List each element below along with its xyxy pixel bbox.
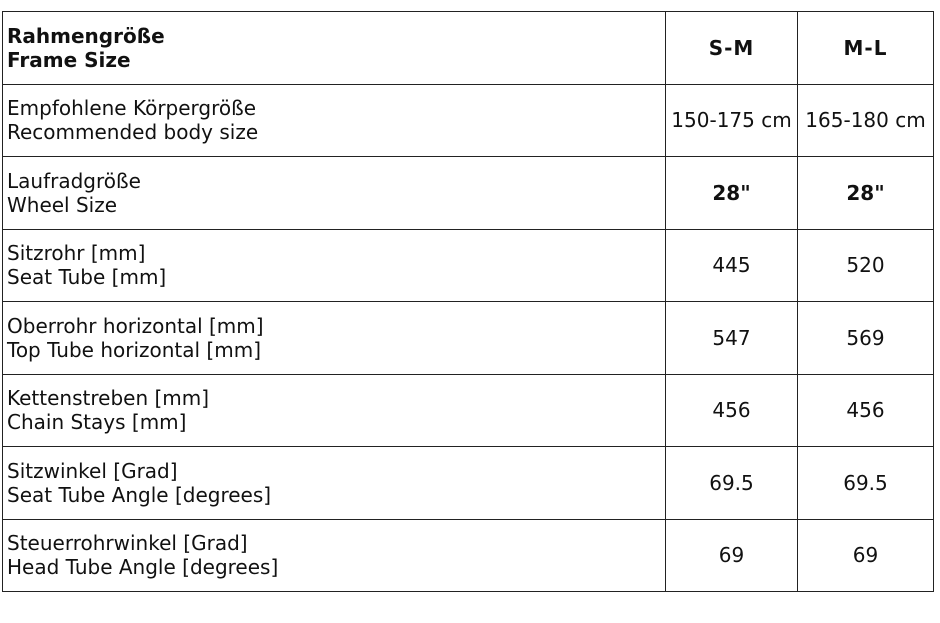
row-value-m-l: 456: [798, 374, 934, 447]
row-label-de: Kettenstreben [mm]: [7, 386, 210, 411]
row-label-cell: [3, 302, 666, 375]
row-value-m-l: 28": [798, 157, 934, 230]
row-label-en: Recommended body size: [7, 120, 259, 145]
table-row: [3, 519, 934, 592]
row-label-de: Sitzrohr [mm]: [7, 241, 146, 266]
row-value-m-l: 69.5: [798, 447, 934, 520]
table-row: [3, 229, 934, 302]
row-value-s-m: 150-175 cm: [666, 84, 798, 157]
table-row: [3, 447, 934, 520]
row-label-en: Seat Tube Angle [degrees]: [7, 482, 272, 507]
row-label-cell: [3, 157, 666, 230]
row-value-s-m: 28": [666, 157, 798, 230]
row-value-s-m: 456: [666, 374, 798, 447]
frame-geometry-table: [2, 11, 934, 592]
table-row: [3, 374, 934, 447]
row-value-m-l: 69: [798, 519, 934, 592]
row-label-cell: [3, 229, 666, 302]
row-label-de: Empfohlene Körpergröße: [7, 96, 257, 121]
row-label-cell: [3, 447, 666, 520]
row-label-en: Seat Tube [mm]: [7, 265, 167, 290]
row-label-de: Sitzwinkel [Grad]: [7, 458, 178, 483]
row-label-de: Laufradgröße: [7, 168, 141, 193]
row-value-s-m: 69.5: [666, 447, 798, 520]
row-label-de: Steuerrohrwinkel [Grad]: [7, 531, 248, 556]
row-label-en: Chain Stays [mm]: [7, 410, 187, 435]
row-value-m-l: 569: [798, 302, 934, 375]
header-size-s-m: S-M: [666, 12, 798, 85]
row-value-s-m: 445: [666, 229, 798, 302]
row-label-en: Top Tube horizontal [mm]: [7, 337, 262, 362]
row-value-m-l: 165-180 cm: [798, 84, 934, 157]
table-row: [3, 302, 934, 375]
header-label-de: Rahmengröße: [7, 23, 165, 48]
row-label-cell: [3, 519, 666, 592]
row-label-en: Wheel Size: [7, 192, 118, 217]
row-label-en: Head Tube Angle [degrees]: [7, 555, 279, 580]
table-row: [3, 157, 934, 230]
row-value-m-l: 520: [798, 229, 934, 302]
row-label-cell: [3, 84, 666, 157]
row-label-de: Oberrohr horizontal [mm]: [7, 313, 264, 338]
table-row: [3, 84, 934, 157]
table-header-row: [3, 12, 934, 85]
row-label-cell: [3, 374, 666, 447]
row-value-s-m: 69: [666, 519, 798, 592]
header-size-m-l: M-L: [798, 12, 934, 85]
row-value-s-m: 547: [666, 302, 798, 375]
header-label-cell: [3, 12, 666, 85]
header-label-en: Frame Size: [7, 47, 131, 72]
